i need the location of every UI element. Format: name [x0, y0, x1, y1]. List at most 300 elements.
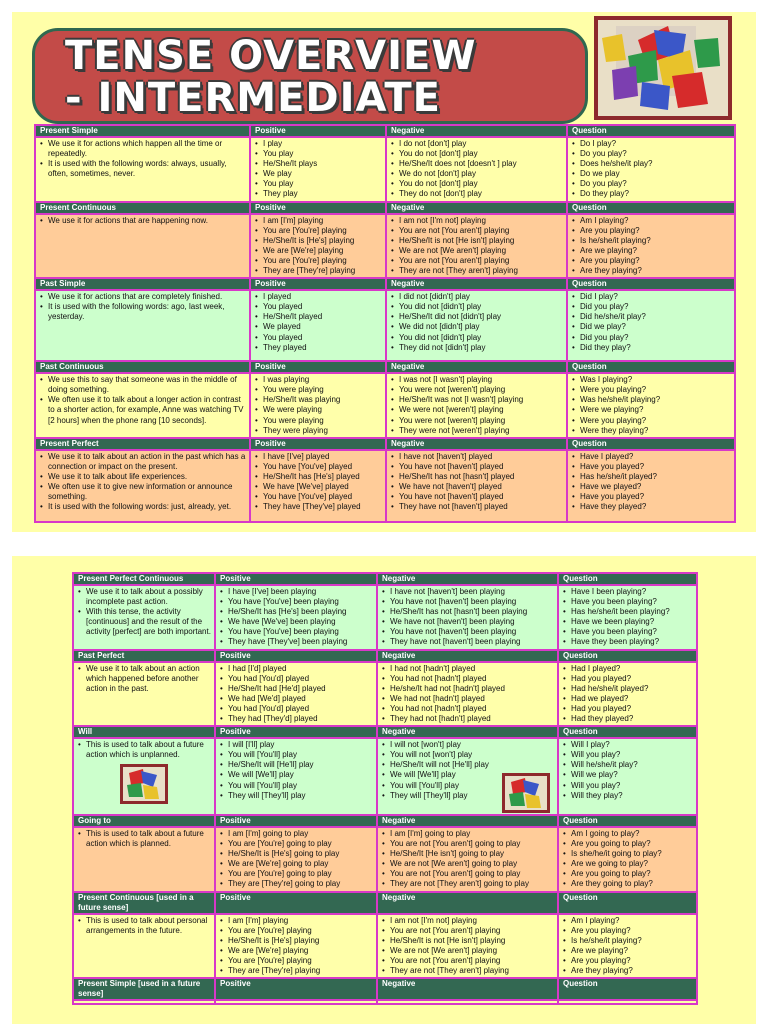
column-header-negative: Negative	[377, 573, 558, 585]
question-cell	[567, 137, 735, 202]
question-cell	[567, 290, 735, 361]
negative-item: • We had not [hadn't] played	[381, 694, 554, 704]
tense-name-will: Will	[73, 726, 215, 738]
tense-header-row	[73, 815, 697, 827]
positive-item: • I was playing	[254, 375, 382, 385]
question-item: • Is she/he/it going to play?	[562, 849, 693, 859]
negative-item: • You were not [weren't] playing	[390, 385, 563, 395]
tense-table-1	[34, 124, 736, 523]
negative-item: • You do not [don't] play	[390, 149, 563, 159]
positive-item: • He/She/It was playing	[254, 395, 382, 405]
usage-item: • We use it for actions which happen all the time or repeatedly.	[39, 139, 246, 159]
tense-header-row	[73, 978, 697, 1000]
column-header-positive: Positive	[215, 815, 377, 827]
question-item: • Were we playing?	[571, 405, 731, 415]
negative-item: • He/she/It had not [hadn't] played	[381, 684, 554, 694]
column-header-question: Question	[558, 815, 697, 827]
positive-item: • He/She/It had [He'd] played	[219, 684, 373, 694]
positive-item: • You are [You're] playing	[219, 956, 373, 966]
question-item: • Have they played?	[571, 502, 731, 512]
tense-body-row	[35, 290, 735, 361]
question-cell	[567, 373, 735, 438]
question-cell	[567, 214, 735, 279]
positive-item: • We played	[254, 322, 382, 332]
column-header-question: Question	[567, 361, 735, 373]
column-header-negative: Negative	[377, 650, 558, 662]
negative-cell	[377, 738, 558, 815]
negative-item: • You have not [haven't] been playing	[381, 627, 554, 637]
positive-item: • We are [We're] playing	[254, 246, 382, 256]
question-list	[562, 664, 693, 725]
negative-item: • We are not [We aren't] playing	[390, 246, 563, 256]
negative-item: • You have not [haven't] played	[390, 462, 563, 472]
negative-item: • You did not [didn't] play	[390, 333, 563, 343]
question-item: • Did you play?	[571, 333, 731, 343]
tense-header-row	[73, 573, 697, 585]
positive-item: • We are [We're] playing	[219, 946, 373, 956]
question-list	[571, 452, 731, 513]
usage-cell	[73, 827, 215, 892]
positive-item: • We are [We're] going to play	[219, 859, 373, 869]
tense-header-row	[35, 202, 735, 214]
negative-list	[390, 292, 563, 353]
positive-item: • They are [They're] playing	[219, 966, 373, 976]
negative-list	[381, 829, 554, 890]
negative-item: • I will not [won't] play	[381, 740, 554, 750]
question-item: • Have you played?	[571, 462, 731, 472]
column-header-positive: Positive	[250, 278, 386, 290]
usage-cell	[35, 373, 250, 438]
negative-item: • I do not [don't] play	[390, 139, 563, 149]
column-header-question: Question	[558, 650, 697, 662]
column-header-question: Question	[558, 978, 697, 1000]
usage-cell	[35, 290, 250, 361]
negative-item: • We will [We'll] play	[381, 770, 554, 780]
usage-cell	[35, 214, 250, 279]
usage-cell	[35, 450, 250, 522]
question-list	[571, 216, 731, 277]
negative-cell	[377, 662, 558, 727]
negative-item: • They did not [didn't] play	[390, 343, 563, 353]
positive-cell	[215, 827, 377, 892]
worksheet-page-1	[12, 12, 756, 532]
negative-list	[390, 375, 563, 436]
negative-cell	[386, 290, 567, 361]
positive-item: • He/She/It has [He's] played	[254, 472, 382, 482]
tense-body-row	[73, 585, 697, 650]
positive-item: • You will [You'll] play	[219, 750, 373, 760]
positive-list	[219, 916, 373, 977]
column-header-question: Question	[558, 892, 697, 914]
negative-item: • We were not [weren't] playing	[390, 405, 563, 415]
positive-item: • They had [They'd] played	[219, 714, 373, 724]
positive-item: • I play	[254, 139, 382, 149]
tense-name-present-continuous: Present Continuous	[35, 202, 250, 214]
usage-cell	[73, 585, 215, 650]
question-item: • Did you play?	[571, 302, 731, 312]
column-header-positive: Positive	[250, 125, 386, 137]
negative-list	[390, 452, 563, 513]
tense-name-present-simple: Present Simple	[35, 125, 250, 137]
negative-item: • I am not [I'm not] playing	[381, 916, 554, 926]
positive-item: • You are [You're] going to play	[219, 839, 373, 849]
usage-list	[39, 452, 246, 513]
negative-cell	[377, 827, 558, 892]
question-item: • Had I played?	[562, 664, 693, 674]
question-item: • Are you playing?	[562, 926, 693, 936]
negative-item: • You have not [haven't] played	[390, 492, 563, 502]
question-item: • Am I going to play?	[562, 829, 693, 839]
positive-list	[254, 216, 382, 277]
negative-list	[381, 740, 554, 801]
positive-item: • I have [I've] played	[254, 452, 382, 462]
positive-cell	[215, 1000, 377, 1004]
question-cell	[558, 1000, 697, 1004]
positive-item: • You played	[254, 302, 382, 312]
question-item: • Had he/she/it played?	[562, 684, 693, 694]
positive-item: • We were playing	[254, 405, 382, 415]
usage-item: • We use it to talk about an action which happened before another action in the past.	[77, 664, 211, 694]
tense-body-row	[35, 137, 735, 202]
negative-cell	[377, 585, 558, 650]
positive-item: • You are [You're] going to play	[219, 869, 373, 879]
negative-item: • They have not [haven't] been playing	[381, 637, 554, 647]
negative-item: • They were not [weren't] playing	[390, 426, 563, 436]
negative-item: • We are not [We aren't] going to play	[381, 859, 554, 869]
question-item: • Did we play?	[571, 322, 731, 332]
positive-item: • They play	[254, 189, 382, 199]
tense-body-row	[73, 662, 697, 727]
question-cell	[558, 738, 697, 815]
positive-item: • I am [I'm] playing	[219, 916, 373, 926]
question-item: • Had you played?	[562, 704, 693, 714]
question-list	[562, 829, 693, 890]
tense-body-row	[73, 827, 697, 892]
negative-item: • They are not [They aren't] going to play	[381, 879, 554, 889]
usage-list	[77, 916, 211, 936]
usage-item: • It is used with the following words: ago, last week, yesterday.	[39, 302, 246, 322]
worksheet-page-2	[12, 556, 756, 1024]
negative-item: • You have not [haven't] been playing	[381, 597, 554, 607]
question-item: • Have you been playing?	[562, 597, 693, 607]
usage-item: • We use it to talk about a possibly incomplete past action.	[77, 587, 211, 607]
tense-name-present-perfect: Present Perfect	[35, 438, 250, 450]
negative-item: • You are not [You aren't] playing	[381, 956, 554, 966]
usage-list	[77, 829, 211, 849]
negative-cell	[386, 373, 567, 438]
question-list	[562, 740, 693, 801]
negative-list	[381, 664, 554, 725]
negative-item: • He/She/It is not [He isn't] playing	[390, 236, 563, 246]
question-cell	[558, 827, 697, 892]
question-item: • Are you playing?	[571, 226, 731, 236]
usage-item: • We use it for actions that are completely finished.	[39, 292, 246, 302]
column-header-negative: Negative	[386, 361, 567, 373]
positive-list	[254, 139, 382, 200]
tense-name-past-perfect: Past Perfect	[73, 650, 215, 662]
positive-cell	[250, 290, 386, 361]
tense-name-present-perfect-continuous: Present Perfect Continuous	[73, 573, 215, 585]
positive-item: • They played	[254, 343, 382, 353]
negative-item: • You will not [won't] play	[381, 750, 554, 760]
title-banner	[32, 28, 588, 124]
negative-item: • You are not [You aren't] playing	[381, 926, 554, 936]
column-header-negative: Negative	[386, 278, 567, 290]
tense-header-row	[35, 438, 735, 450]
negative-item: • I am [I'm] going to play	[381, 829, 554, 839]
positive-list	[219, 664, 373, 725]
positive-item: • We have [We've] played	[254, 482, 382, 492]
negative-item: • He/She/It was not [I wasn't] playing	[390, 395, 563, 405]
question-item: • Am I playing?	[562, 916, 693, 926]
question-item: • Were they playing?	[571, 426, 731, 436]
tense-name-past-simple: Past Simple	[35, 278, 250, 290]
usage-item: • This is used to talk about personal arrangements in the future.	[77, 916, 211, 936]
negative-item: • I had not [hadn't] played	[381, 664, 554, 674]
usage-list	[77, 664, 211, 694]
tense-body-row	[35, 373, 735, 438]
negative-item: • You will [You'll] play	[381, 781, 554, 791]
negative-cell	[377, 914, 558, 979]
tense-name-past-continuous: Past Continuous	[35, 361, 250, 373]
tense-header-row	[35, 361, 735, 373]
negative-item: • You are not [You aren't] playing	[390, 256, 563, 266]
question-item: • Will he/she/it play?	[562, 760, 693, 770]
negative-cell	[377, 1000, 558, 1004]
positive-item: • You are [You're] playing	[254, 256, 382, 266]
usage-cell	[73, 1000, 215, 1004]
positive-item: • He/She/It is [He's] going to play	[219, 849, 373, 859]
column-header-positive: Positive	[215, 726, 377, 738]
usage-item: • It is used with the following words: just, already, yet.	[39, 502, 246, 512]
positive-item: • He/She/It is [He's] playing	[219, 936, 373, 946]
negative-item: • You are not [You aren't] going to play	[381, 869, 554, 879]
question-item: • Are you going to play?	[562, 869, 693, 879]
question-item: • Had they played?	[562, 714, 693, 724]
question-item: • Do we play	[571, 169, 731, 179]
question-item: • Had we played?	[562, 694, 693, 704]
positive-item: • They have [They've] been playing	[219, 637, 373, 647]
positive-cell	[250, 373, 386, 438]
question-list	[562, 916, 693, 977]
column-header-positive: Positive	[250, 202, 386, 214]
negative-item: • I am not [I'm not] playing	[390, 216, 563, 226]
usage-list	[77, 587, 211, 637]
usage-list	[39, 216, 246, 226]
question-item: • Will you play?	[562, 750, 693, 760]
column-header-negative: Negative	[377, 892, 558, 914]
negative-item: • I did not [didn't] play	[390, 292, 563, 302]
positive-item: • He/She/It has [He's] been playing	[219, 607, 373, 617]
question-cell	[558, 585, 697, 650]
negative-item: • We have not [haven't] been playing	[381, 617, 554, 627]
column-header-positive: Positive	[215, 650, 377, 662]
positive-item: • You have [You've] been playing	[219, 597, 373, 607]
negative-item: • I have not [haven't] played	[390, 452, 563, 462]
question-item: • Are you playing?	[571, 256, 731, 266]
negative-item: • You did not [didn't] play	[390, 302, 563, 312]
question-item: • Were you playing?	[571, 416, 731, 426]
question-item: • Have I been playing?	[562, 587, 693, 597]
usage-item: • We use it for actions that are happening now.	[39, 216, 246, 226]
question-list	[571, 139, 731, 200]
positive-item: • You were playing	[254, 385, 382, 395]
negative-item: • You are not [You aren't] playing	[390, 226, 563, 236]
negative-cell	[386, 214, 567, 279]
positive-item: • You were playing	[254, 416, 382, 426]
question-item: • Are you playing?	[562, 956, 693, 966]
positive-item: • I played	[254, 292, 382, 302]
positive-item: • He/She/It will [He'll] play	[219, 760, 373, 770]
negative-list	[381, 587, 554, 648]
question-cell	[567, 450, 735, 522]
positive-item: • You had [You'd] played	[219, 704, 373, 714]
column-header-negative: Negative	[377, 978, 558, 1000]
usage-cell	[73, 662, 215, 727]
negative-item: • They have not [haven't] played	[390, 502, 563, 512]
question-item: • Has he/she/it been playing?	[562, 607, 693, 617]
tense-body-row	[35, 214, 735, 279]
negative-item: • You are not [You aren't] going to play	[381, 839, 554, 849]
positive-item: • You are [You're] playing	[219, 926, 373, 936]
question-item: • Was I playing?	[571, 375, 731, 385]
column-header-negative: Negative	[386, 125, 567, 137]
usage-list	[39, 292, 246, 322]
question-item: • Are you going to play?	[562, 839, 693, 849]
negative-item: • He/She/It is not [He isn't] playing	[381, 936, 554, 946]
negative-list	[390, 216, 563, 277]
positive-item: • I am [I'm] going to play	[219, 829, 373, 839]
negative-item: • We did not [didn't] play	[390, 322, 563, 332]
question-item: • Were you playing?	[571, 385, 731, 395]
positive-item: • They were playing	[254, 426, 382, 436]
negative-item: • He/She/It did not [didn't] play	[390, 312, 563, 322]
column-header-question: Question	[567, 125, 735, 137]
tense-body-row	[73, 1000, 697, 1004]
question-item: • Have I played?	[571, 452, 731, 462]
negative-item: • You were not [weren't] playing	[390, 416, 563, 426]
question-item: • Is he/she/it playing?	[571, 236, 731, 246]
usage-item: • This is used to talk about a future action which is planned.	[77, 829, 211, 849]
positive-item: • We play	[254, 169, 382, 179]
positive-item: • We had [We'd] played	[219, 694, 373, 704]
positive-item: • They will [They'll] play	[219, 791, 373, 801]
question-item: • Have you been playing?	[562, 627, 693, 637]
negative-item: • He/She/It will not [He'll] play	[381, 760, 554, 770]
positive-item: • He/She/It is [He's] playing	[254, 236, 382, 246]
column-header-question: Question	[558, 726, 697, 738]
title-line-2: - INTERMEDIATE	[65, 75, 441, 121]
question-item: • Do they play?	[571, 189, 731, 199]
positive-item: • You play	[254, 149, 382, 159]
negative-item: • They are not [They aren't] playing	[390, 266, 563, 276]
question-item: • Does he/she/it play?	[571, 159, 731, 169]
tense-header-row	[35, 125, 735, 137]
tense-body-row	[73, 914, 697, 979]
usage-item: • We use it to talk about life experiences.	[39, 472, 246, 482]
positive-list	[219, 740, 373, 801]
negative-item: • He/She/It does not [doesn't ] play	[390, 159, 563, 169]
puzzle-thumbnail-image	[120, 764, 168, 804]
question-item: • Did they play?	[571, 343, 731, 353]
column-header-negative: Negative	[386, 438, 567, 450]
usage-cell	[73, 914, 215, 979]
usage-item: • We often use it to talk about a longer action in contrast to a shorter action, for example, Anne was watching TV [2 hours] when the phone rang [10 seconds].	[39, 395, 246, 425]
negative-item: • They do not [don't] play	[390, 189, 563, 199]
question-item: • Will we play?	[562, 770, 693, 780]
column-header-positive: Positive	[215, 978, 377, 1000]
column-header-negative: Negative	[386, 202, 567, 214]
positive-item: • You have [You've] played	[254, 462, 382, 472]
negative-item: • They are not [They aren't] playing	[381, 966, 554, 976]
positive-item: • You had [You'd] played	[219, 674, 373, 684]
question-item: • Was he/she/it playing?	[571, 395, 731, 405]
question-item: • Do I play?	[571, 139, 731, 149]
question-item: • Will I play?	[562, 740, 693, 750]
negative-item: • We are not [We aren't] playing	[381, 946, 554, 956]
question-item: • Is he/she/it playing?	[562, 936, 693, 946]
negative-list	[390, 139, 563, 200]
negative-item: • He/She/It has not [hasn't] played	[390, 472, 563, 482]
question-item: • Do you play?	[571, 179, 731, 189]
question-item: • Has he/she/it played?	[571, 472, 731, 482]
positive-item: • We have [We've] been playing	[219, 617, 373, 627]
tense-header-row	[73, 650, 697, 662]
question-item: • Are they playing?	[571, 266, 731, 276]
positive-list	[254, 375, 382, 436]
tense-name-present-simple: Present Simple [used in a future sense]	[73, 978, 215, 1000]
column-header-question: Question	[567, 202, 735, 214]
positive-item: • You play	[254, 179, 382, 189]
tense-table-2	[72, 572, 698, 1005]
positive-item: • I have [I've] been playing	[219, 587, 373, 597]
tense-body-row	[35, 450, 735, 522]
negative-item: • I was not [I wasn't] playing	[390, 375, 563, 385]
positive-item: • They are [They're] playing	[254, 266, 382, 276]
column-header-question: Question	[567, 278, 735, 290]
question-cell	[558, 662, 697, 727]
question-item: • Had you played?	[562, 674, 693, 684]
column-header-negative: Negative	[377, 815, 558, 827]
positive-list	[254, 452, 382, 513]
column-header-positive: Positive	[250, 361, 386, 373]
positive-item: • He/She/It played	[254, 312, 382, 322]
tense-header-row	[35, 278, 735, 290]
negative-item: • You had not [hadn't] played	[381, 704, 554, 714]
negative-item: • You do not [don't] play	[390, 179, 563, 189]
positive-cell	[250, 450, 386, 522]
question-item: • Will you play?	[562, 781, 693, 791]
question-item: • Am I playing?	[571, 216, 731, 226]
negative-item: • He/She/It [He isn't] going to play	[381, 849, 554, 859]
usage-list	[39, 139, 246, 179]
tense-name-going-to: Going to	[73, 815, 215, 827]
usage-list	[77, 740, 211, 760]
question-item: • Are they going to play?	[562, 879, 693, 889]
positive-cell	[215, 662, 377, 727]
usage-item: • We often use it to give new information or announce something.	[39, 482, 246, 502]
question-item: • Have they been playing?	[562, 637, 693, 647]
question-item: • Are we playing?	[571, 246, 731, 256]
negative-item: • They will [They'll] play	[381, 791, 554, 801]
question-item: • Did I play?	[571, 292, 731, 302]
negative-item: • We do not [don't] play	[390, 169, 563, 179]
tense-name-present-continuous: Present Continuous [used in a future sense]	[73, 892, 215, 914]
negative-item: • We have not [haven't] played	[390, 482, 563, 492]
usage-item: • With this tense, the activity [continuous] and the result of the activity [perfect] are both important.	[77, 607, 211, 637]
usage-item: • This is used to talk about a future action which is unplanned.	[77, 740, 211, 760]
negative-item: • They had not [hadn't] played	[381, 714, 554, 724]
